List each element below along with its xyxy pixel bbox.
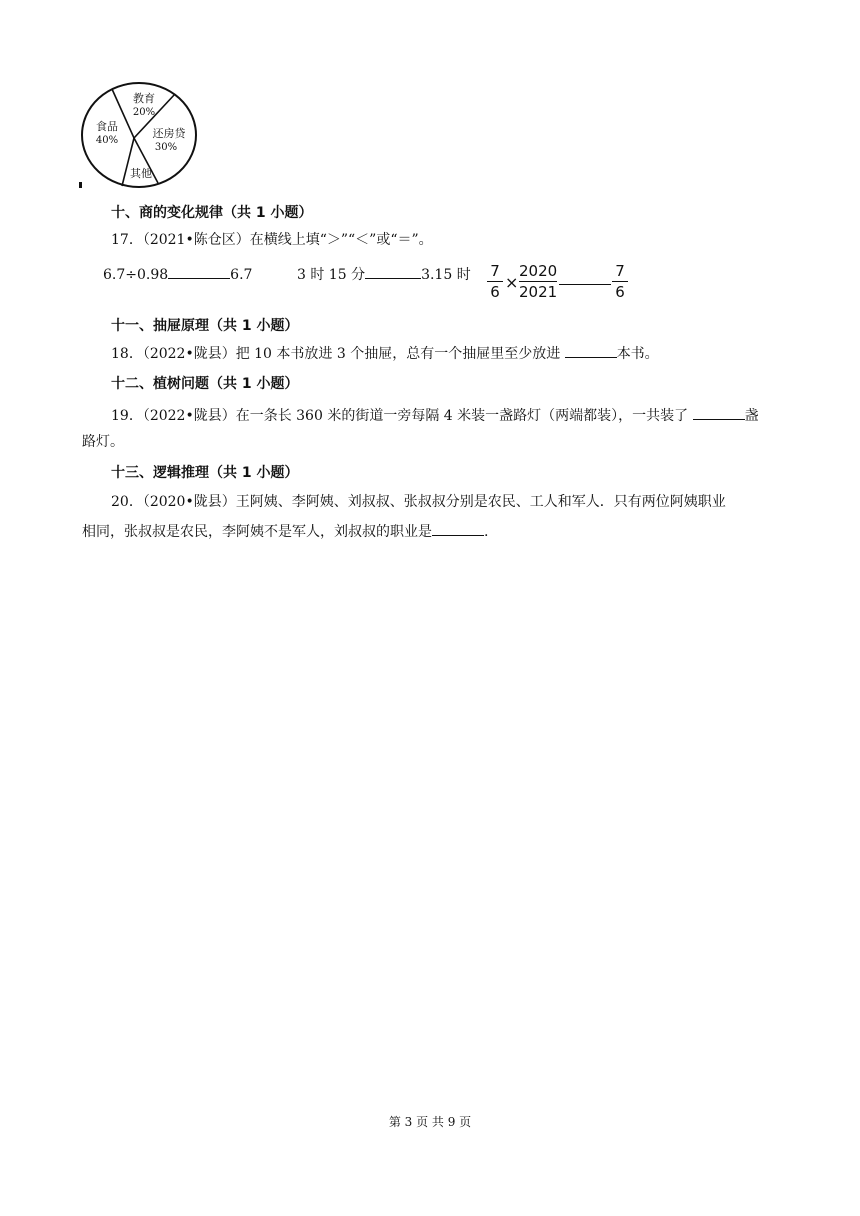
- q19-text-before: 19．（2022•陇县）在一条长 360 米的街道一旁每隔 4 米装一盏路灯（两端都装），一共装了: [111, 408, 693, 424]
- q17-item-b: [297, 264, 471, 285]
- q17-a-blank[interactable]: [168, 264, 230, 279]
- section-title-10: 十、商的变化规律（共 1 小题）: [111, 205, 313, 221]
- q17-a-right: 6.7: [230, 267, 253, 283]
- q17-a-left: 6.7÷0.98: [103, 267, 169, 283]
- q20-text-before: 相同，张叔叔是农民，李阿姨不是军人，刘叔叔的职业是: [82, 524, 432, 540]
- q20-blank[interactable]: [432, 521, 484, 536]
- question-19-line-2: 路灯。: [82, 434, 124, 450]
- pie-chart: [78, 80, 200, 192]
- q17-frac2-bar: [519, 281, 557, 282]
- pie-label-education: 教育: [133, 92, 155, 105]
- section-title-13: 十三、逻辑推理（共 1 小题）: [111, 465, 299, 481]
- q17-item-a: [103, 264, 252, 285]
- pie-label-food: 食品: [96, 120, 118, 133]
- page-footer: 第 3 页 共 9 页: [388, 1115, 472, 1129]
- q17-fraction-2: [519, 262, 557, 301]
- q17-times-sign: ×: [505, 273, 519, 292]
- q18-blank[interactable]: [565, 343, 617, 358]
- section-title-11: 十一、抽屉原理（共 1 小题）: [111, 318, 299, 334]
- stray-mark: [79, 182, 82, 188]
- q17-b-right: 3.15 时: [421, 267, 471, 283]
- q17-c-blank[interactable]: [559, 284, 611, 285]
- question-17: 17．（2021•陈仓区）在横线上填“＞”“＜”或“＝”。: [111, 232, 433, 248]
- q17-frac3-denominator: 6: [615, 283, 625, 301]
- q17-b-blank[interactable]: [365, 264, 421, 279]
- q17-frac2-denominator: 2021: [519, 283, 558, 301]
- q17-frac1-bar: [487, 281, 503, 282]
- question-19-line-1: [111, 405, 759, 426]
- q20-text-after: .: [484, 524, 489, 540]
- q17-fraction-3: [612, 262, 628, 301]
- question-20-line-2: [82, 521, 488, 542]
- pie-percent-education: 20%: [132, 107, 156, 118]
- pie-chart-svg: [78, 80, 200, 192]
- q17-frac3-numerator: 7: [615, 262, 625, 280]
- q19-text-after: 盏: [744, 408, 759, 424]
- q17-frac1-numerator: 7: [490, 262, 500, 280]
- q17-b-left: 3 时 15 分: [297, 267, 366, 283]
- q18-text-after: 本书。: [616, 346, 659, 362]
- pie-percent-food: 40%: [95, 135, 119, 146]
- q17-frac1-denominator: 6: [490, 283, 500, 301]
- q18-text-before: 18．（2022•陇县）把 10 本书放进 3 个抽屉，总有一个抽屉里至少放进: [111, 346, 565, 362]
- pie-percent-mortgage: 30%: [154, 142, 178, 153]
- q19-blank[interactable]: [693, 405, 745, 420]
- pie-label-other: 其他: [130, 167, 152, 180]
- q17-frac2-numerator: 2020: [519, 262, 558, 280]
- question-20-line-1: 20．（2020•陇县）王阿姨、李阿姨、刘叔叔、张叔叔分别是农民、工人和军人．只有两位阿姨职业: [111, 494, 726, 510]
- q17-fraction-1: [487, 262, 503, 301]
- section-title-12: 十二、植树问题（共 1 小题）: [111, 376, 299, 392]
- question-18: [111, 343, 659, 364]
- q17-frac3-bar: [612, 281, 628, 282]
- pie-label-mortgage: 还房贷: [152, 127, 186, 140]
